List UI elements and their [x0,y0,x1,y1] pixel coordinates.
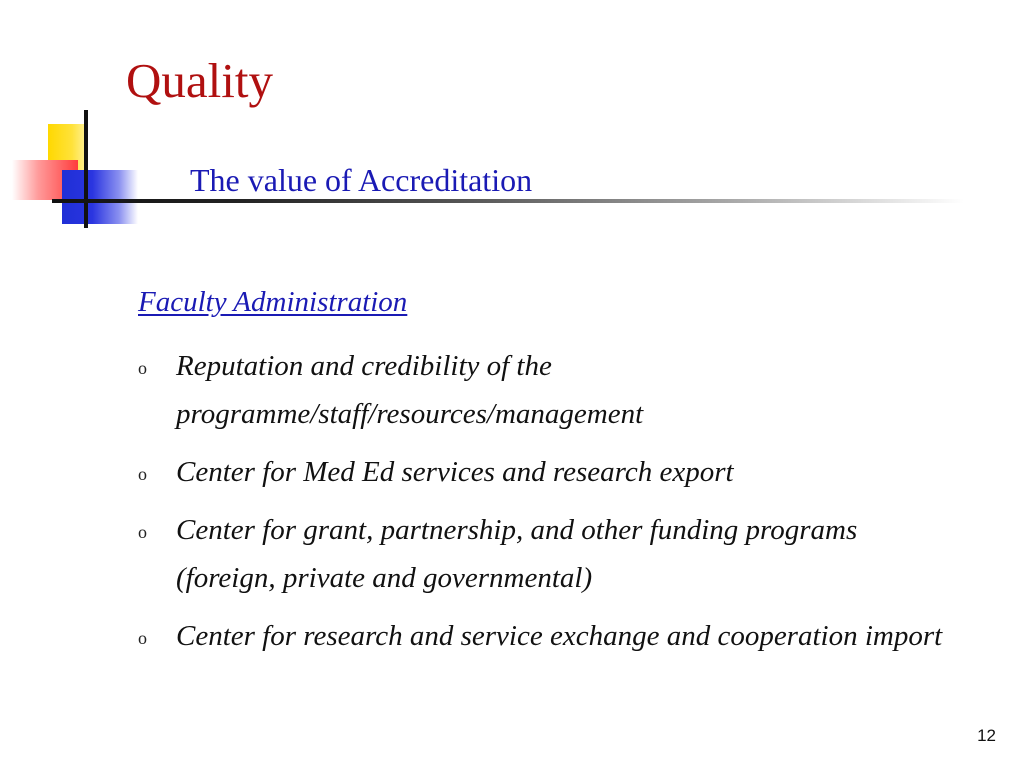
bullet-marker-icon: o [138,522,147,542]
slide-title: Quality [126,53,273,108]
bullet-item [136,612,956,660]
bullet-item [136,448,956,496]
bullet-list [136,342,956,670]
bullet-text: Center for Med Ed services and research export [176,456,734,488]
decorative-horizontal-rule [52,199,964,203]
page-number: 12 [977,726,996,745]
slide-subtitle: The value of Accreditation [190,162,533,198]
bullet-item [136,506,956,602]
bullet-text: Reputation and credibility of the programme/staff/resources/management [176,350,644,430]
bullet-marker-icon: o [138,464,147,484]
decorative-vertical-line [84,110,88,228]
bullet-marker-icon: o [138,628,147,648]
bullet-marker-icon: o [138,358,147,378]
bullet-text: Center for research and service exchange and cooperation import [176,620,943,652]
bullet-text: Center for grant, partnership, and other funding programs (foreign, private and governmental) [176,514,858,594]
section-heading: Faculty Administration [138,286,408,318]
bullet-item [136,342,956,438]
decorative-blue-block [62,170,138,224]
